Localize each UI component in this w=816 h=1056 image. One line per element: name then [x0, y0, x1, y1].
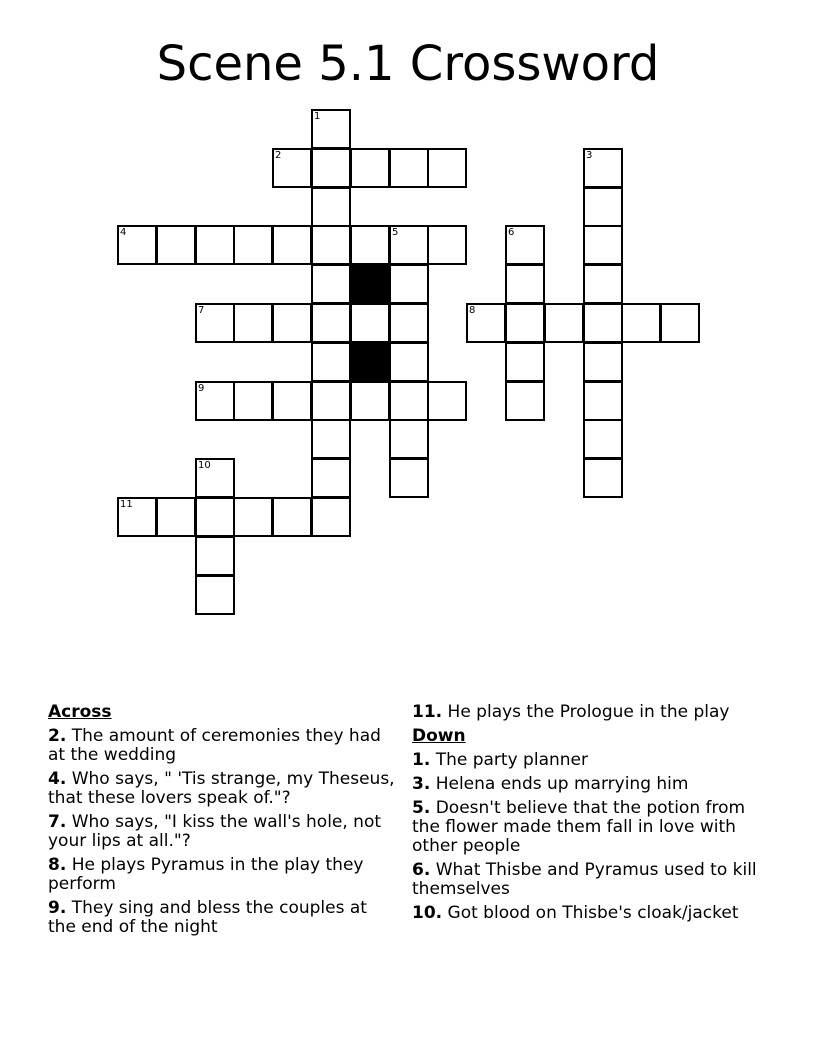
crossword-cell[interactable]: [350, 148, 390, 188]
crossword-cell[interactable]: [311, 458, 351, 498]
crossword-cell[interactable]: [195, 458, 235, 498]
crossword-cell[interactable]: [233, 381, 273, 421]
crossword-cell[interactable]: [195, 536, 235, 576]
crossword-cell[interactable]: [195, 497, 235, 537]
clue-number: 5.: [412, 798, 431, 818]
clue-text: Who says, "I kiss the wall's hole, not your lips at all."?: [48, 812, 382, 851]
crossword-cell[interactable]: [311, 148, 351, 188]
page-title: Scene 5.1 Crossword: [156, 36, 660, 92]
crossword-cell[interactable]: [272, 381, 312, 421]
across-clue-list-continued: [412, 703, 772, 722]
crossword-cell[interactable]: [233, 225, 273, 265]
clue-item: [412, 861, 772, 899]
crossword-cell[interactable]: [583, 187, 623, 227]
crossword-cell[interactable]: [621, 303, 661, 343]
crossword-cell[interactable]: [427, 225, 467, 265]
clues-right-column: [412, 703, 772, 928]
crossword-cell[interactable]: [233, 497, 273, 537]
crossword-cell[interactable]: [350, 381, 390, 421]
clue-number: 3.: [412, 774, 431, 794]
clue-number-label: 4: [120, 227, 127, 238]
crossword-cell[interactable]: [389, 264, 429, 304]
clue-item: [48, 813, 400, 851]
clue-number-label: 9: [198, 383, 205, 394]
crossword-cell[interactable]: [583, 342, 623, 382]
clue-number-label: 3: [586, 150, 593, 161]
crossword-cell[interactable]: [350, 225, 390, 265]
crossword-cell[interactable]: [272, 303, 312, 343]
across-heading: Across: [48, 702, 112, 722]
down-clue-list: [412, 751, 772, 923]
crossword-cell[interactable]: [505, 381, 545, 421]
clue-item: [48, 856, 400, 894]
crossword-cell[interactable]: [350, 303, 390, 343]
crossword-cell[interactable]: [272, 497, 312, 537]
clue-number: 10.: [412, 903, 443, 923]
clue-item: [412, 904, 772, 923]
crossword-cell[interactable]: [156, 497, 196, 537]
crossword-cell[interactable]: [583, 381, 623, 421]
clue-number: 7.: [48, 812, 67, 832]
clue-item: [412, 751, 772, 770]
clue-text: What Thisbe and Pyramus used to kill themselves: [412, 860, 757, 899]
crossword-cell[interactable]: [583, 458, 623, 498]
clue-number: 2.: [48, 726, 67, 746]
clue-number: 6.: [412, 860, 431, 880]
clue-text: They sing and bless the couples at the end of the night: [48, 898, 367, 937]
crossword-cell[interactable]: [505, 303, 545, 343]
crossword-cell[interactable]: [195, 303, 235, 343]
clue-number-label: 5: [392, 227, 399, 238]
clue-text: He plays the Prologue in the play: [447, 702, 730, 722]
crossword-cell[interactable]: [427, 381, 467, 421]
clue-number: 1.: [412, 750, 431, 770]
crossword-cell[interactable]: [272, 225, 312, 265]
crossword-cell[interactable]: [311, 225, 351, 265]
crossword-cell[interactable]: [311, 381, 351, 421]
crossword-cell[interactable]: [389, 148, 429, 188]
crossword-cell[interactable]: [466, 303, 506, 343]
crossword-cell[interactable]: [311, 303, 351, 343]
clue-number: 11.: [412, 702, 443, 722]
crossword-cell[interactable]: [583, 148, 623, 188]
clue-item: [412, 703, 772, 722]
crossword-cell[interactable]: [583, 225, 623, 265]
crossword-cell[interactable]: [583, 419, 623, 459]
across-clue-list: [48, 727, 400, 937]
crossword-cell[interactable]: [389, 342, 429, 382]
crossword-cell[interactable]: [389, 303, 429, 343]
crossword-cell[interactable]: [117, 497, 157, 537]
crossword-cell[interactable]: [389, 381, 429, 421]
crossword-cell[interactable]: [311, 264, 351, 304]
crossword-cell[interactable]: [505, 342, 545, 382]
clue-text: The party planner: [435, 750, 588, 770]
crossword-cell[interactable]: [389, 419, 429, 459]
clue-number: 9.: [48, 898, 67, 918]
crossword-cell[interactable]: [583, 303, 623, 343]
clue-number-label: 11: [120, 499, 133, 510]
crossword-cell[interactable]: [427, 148, 467, 188]
crossword-cell[interactable]: [389, 458, 429, 498]
crossword-cell[interactable]: [389, 225, 429, 265]
clue-text: He plays Pyramus in the play they perform: [48, 855, 364, 894]
crossword-cell[interactable]: [505, 264, 545, 304]
clue-number: 4.: [48, 769, 67, 789]
crossword-cell[interactable]: [311, 497, 351, 537]
crossword-cell[interactable]: [660, 303, 700, 343]
clue-number-label: 1: [314, 111, 321, 122]
clue-number-label: 7: [198, 305, 205, 316]
clue-text: The amount of ceremonies they had at the wedding: [48, 726, 381, 765]
crossword-cell[interactable]: [272, 148, 312, 188]
crossword-cell[interactable]: [195, 225, 235, 265]
crossword-cell[interactable]: [233, 303, 273, 343]
clue-text: Doesn't believe that the potion from the flower made them fall in love with other people: [412, 798, 746, 856]
crossword-cell[interactable]: [311, 187, 351, 227]
crossword-cell[interactable]: [311, 419, 351, 459]
clue-number-label: 2: [275, 150, 282, 161]
crossword-cell[interactable]: [311, 342, 351, 382]
crossword-cell[interactable]: [156, 225, 196, 265]
crossword-cell[interactable]: [195, 575, 235, 615]
clue-number-label: 6: [508, 227, 515, 238]
clues-left-column: [48, 703, 400, 942]
crossword-cell[interactable]: [117, 225, 157, 265]
crossword-cell[interactable]: [195, 381, 235, 421]
clue-item: [412, 799, 772, 856]
clue-number-label: 10: [198, 460, 211, 471]
clue-text: Who says, " 'Tis strange, my Theseus, that these lovers speak of."?: [48, 769, 395, 808]
crossword-cell[interactable]: [544, 303, 584, 343]
clue-item: [48, 727, 400, 765]
clue-item: [48, 770, 400, 808]
down-heading: Down: [412, 726, 466, 746]
crossword-cell[interactable]: [583, 264, 623, 304]
clue-text: Helena ends up marrying him: [435, 774, 689, 794]
crossword-cell[interactable]: [505, 225, 545, 265]
clue-number-label: 8: [469, 305, 476, 316]
clue-item: [412, 775, 772, 794]
crossword-block-cell: [350, 264, 390, 304]
clue-number: 8.: [48, 855, 67, 875]
clue-text: Got blood on Thisbe's cloak/jacket: [447, 903, 739, 923]
crossword-cell[interactable]: [311, 109, 351, 149]
crossword-block-cell: [350, 342, 390, 382]
clue-item: [48, 899, 400, 937]
